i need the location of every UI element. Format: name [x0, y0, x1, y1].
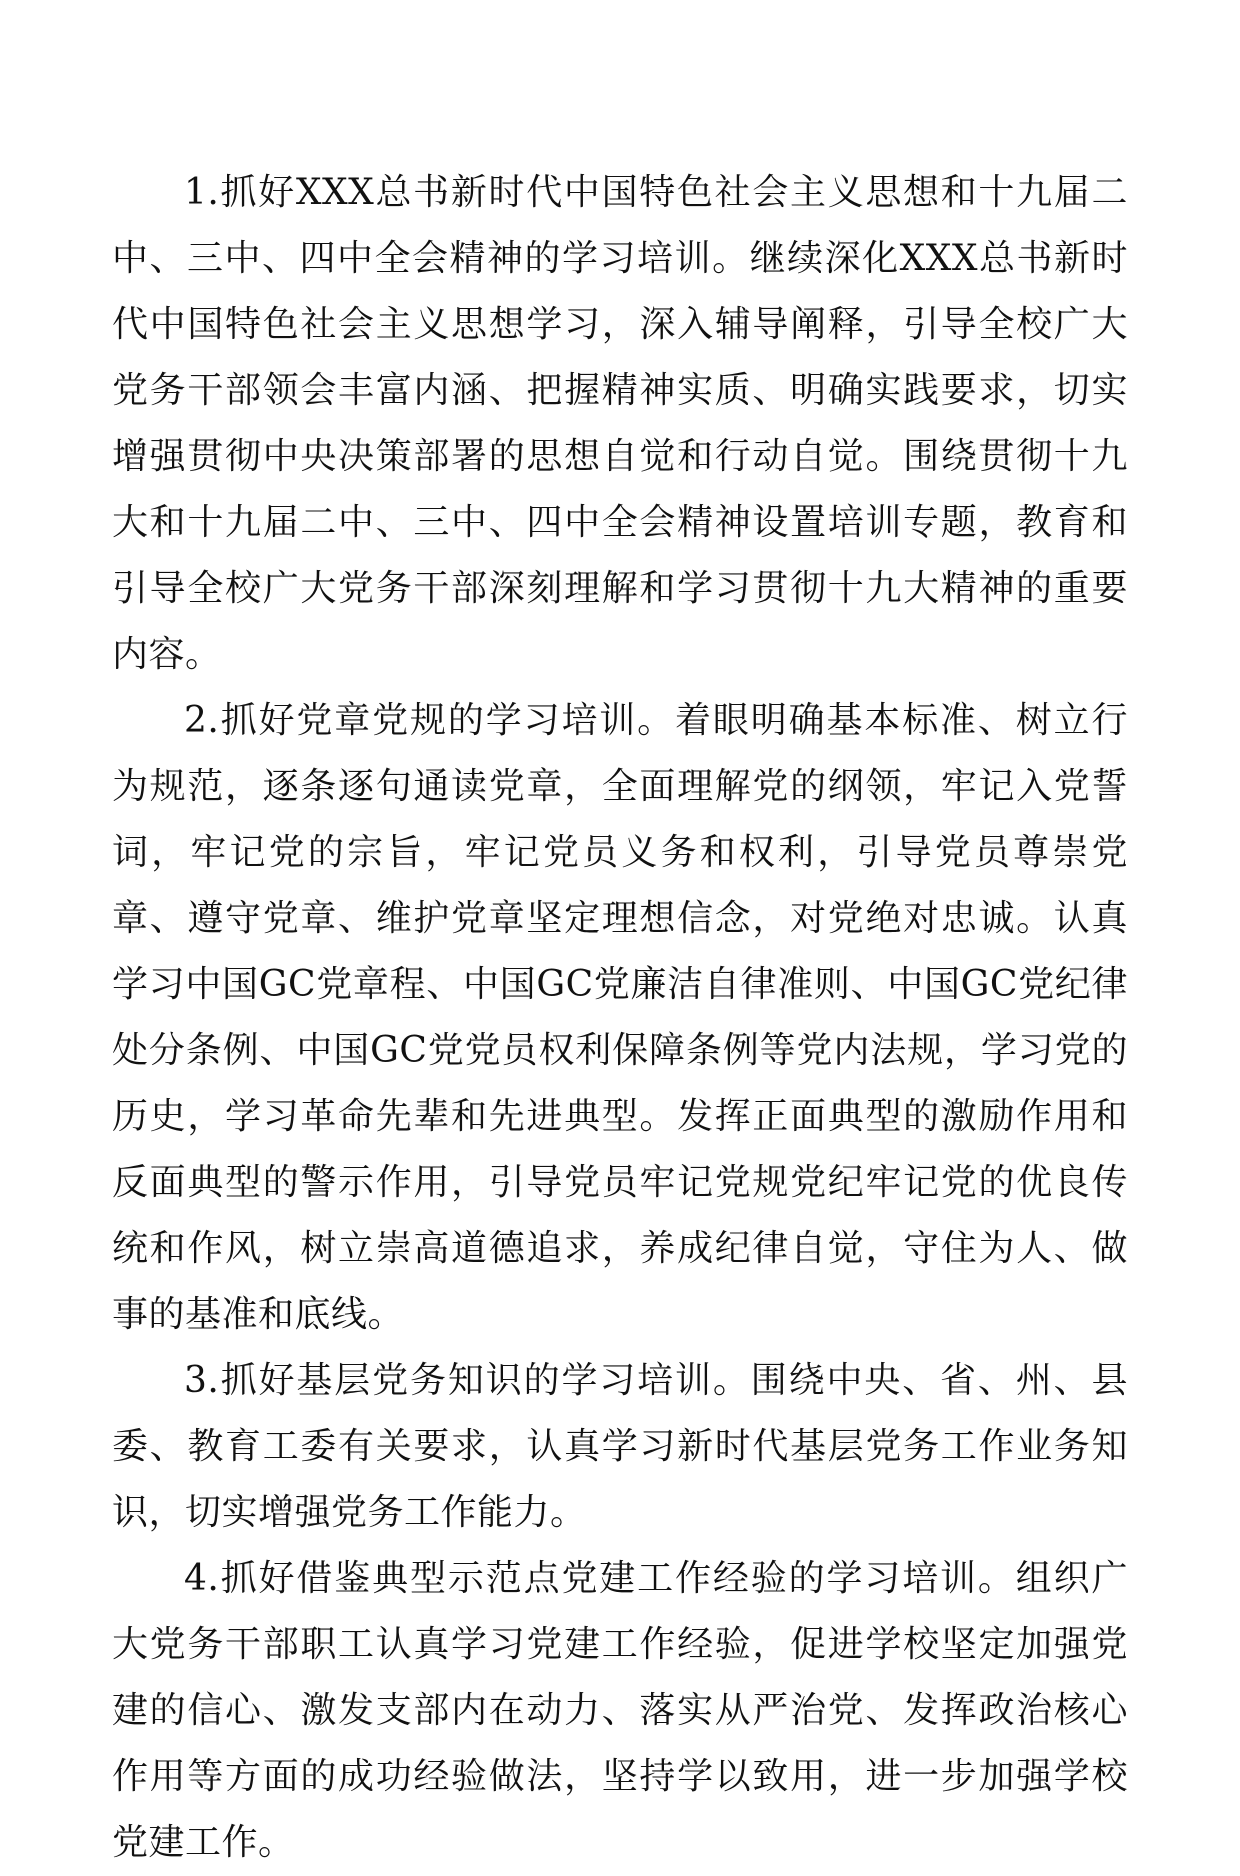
- paragraph-4: 4.抓好借鉴典型示范点党建工作经验的学习培训。组织广大党务干部职工认真学习党建工作经验，促进学校坚定加强党建的信心、激发支部内在动力、落实从严治党、发挥政治核心作用等方面的成功经验做法，坚持学以致用，进一步加强学校党建工作。: [112, 1558, 1128, 1863]
- paragraph-3: 3.抓好基层党务知识的学习培训。围绕中央、省、州、县委、教育工委有关要求，认真学习新时代基层党务工作业务知识，切实增强党务工作能力。: [112, 1360, 1128, 1533]
- paragraph-1: 1.抓好XXX总书新时代中国特色社会主义思想和十九届二中、三中、四中全会精神的学习培训。继续深化XXX总书新时代中国特色社会主义思想学习，深入辅导阐释，引导全校广大党务干部领会丰富内涵、把握精神实质、明确实践要求，切实增强贯彻中央决策部署的思想自觉和行动自觉。围绕贯彻十九大和十九届二中、三中、四中全会精神设置培训专题，教育和引导全校广大党务干部深刻理解和学习贯彻十九大精神的重要内容。: [112, 172, 1128, 675]
- document-body: [112, 160, 1128, 1876]
- paragraph-2: 2.抓好党章党规的学习培训。着眼明确基本标准、树立行为规范，逐条逐句通读党章，全面理解党的纲领，牢记入党誓词，牢记党的宗旨，牢记党员义务和权利，引导党员尊崇党章、遵守党章、维护党章坚定理想信念，对党绝对忠诚。认真学习中国GC党章程、中国GC党廉洁自律准则、中国GC党纪律处分条例、中国GC党党员权利保障条例等党内法规，学习党的历史，学习革命先辈和先进典型。发挥正面典型的激励作用和反面典型的警示作用，引导党员牢记党规党纪牢记党的优良传统和作风，树立崇高道德追求，养成纪律自觉，守住为人、做事的基准和底线。: [112, 700, 1128, 1335]
